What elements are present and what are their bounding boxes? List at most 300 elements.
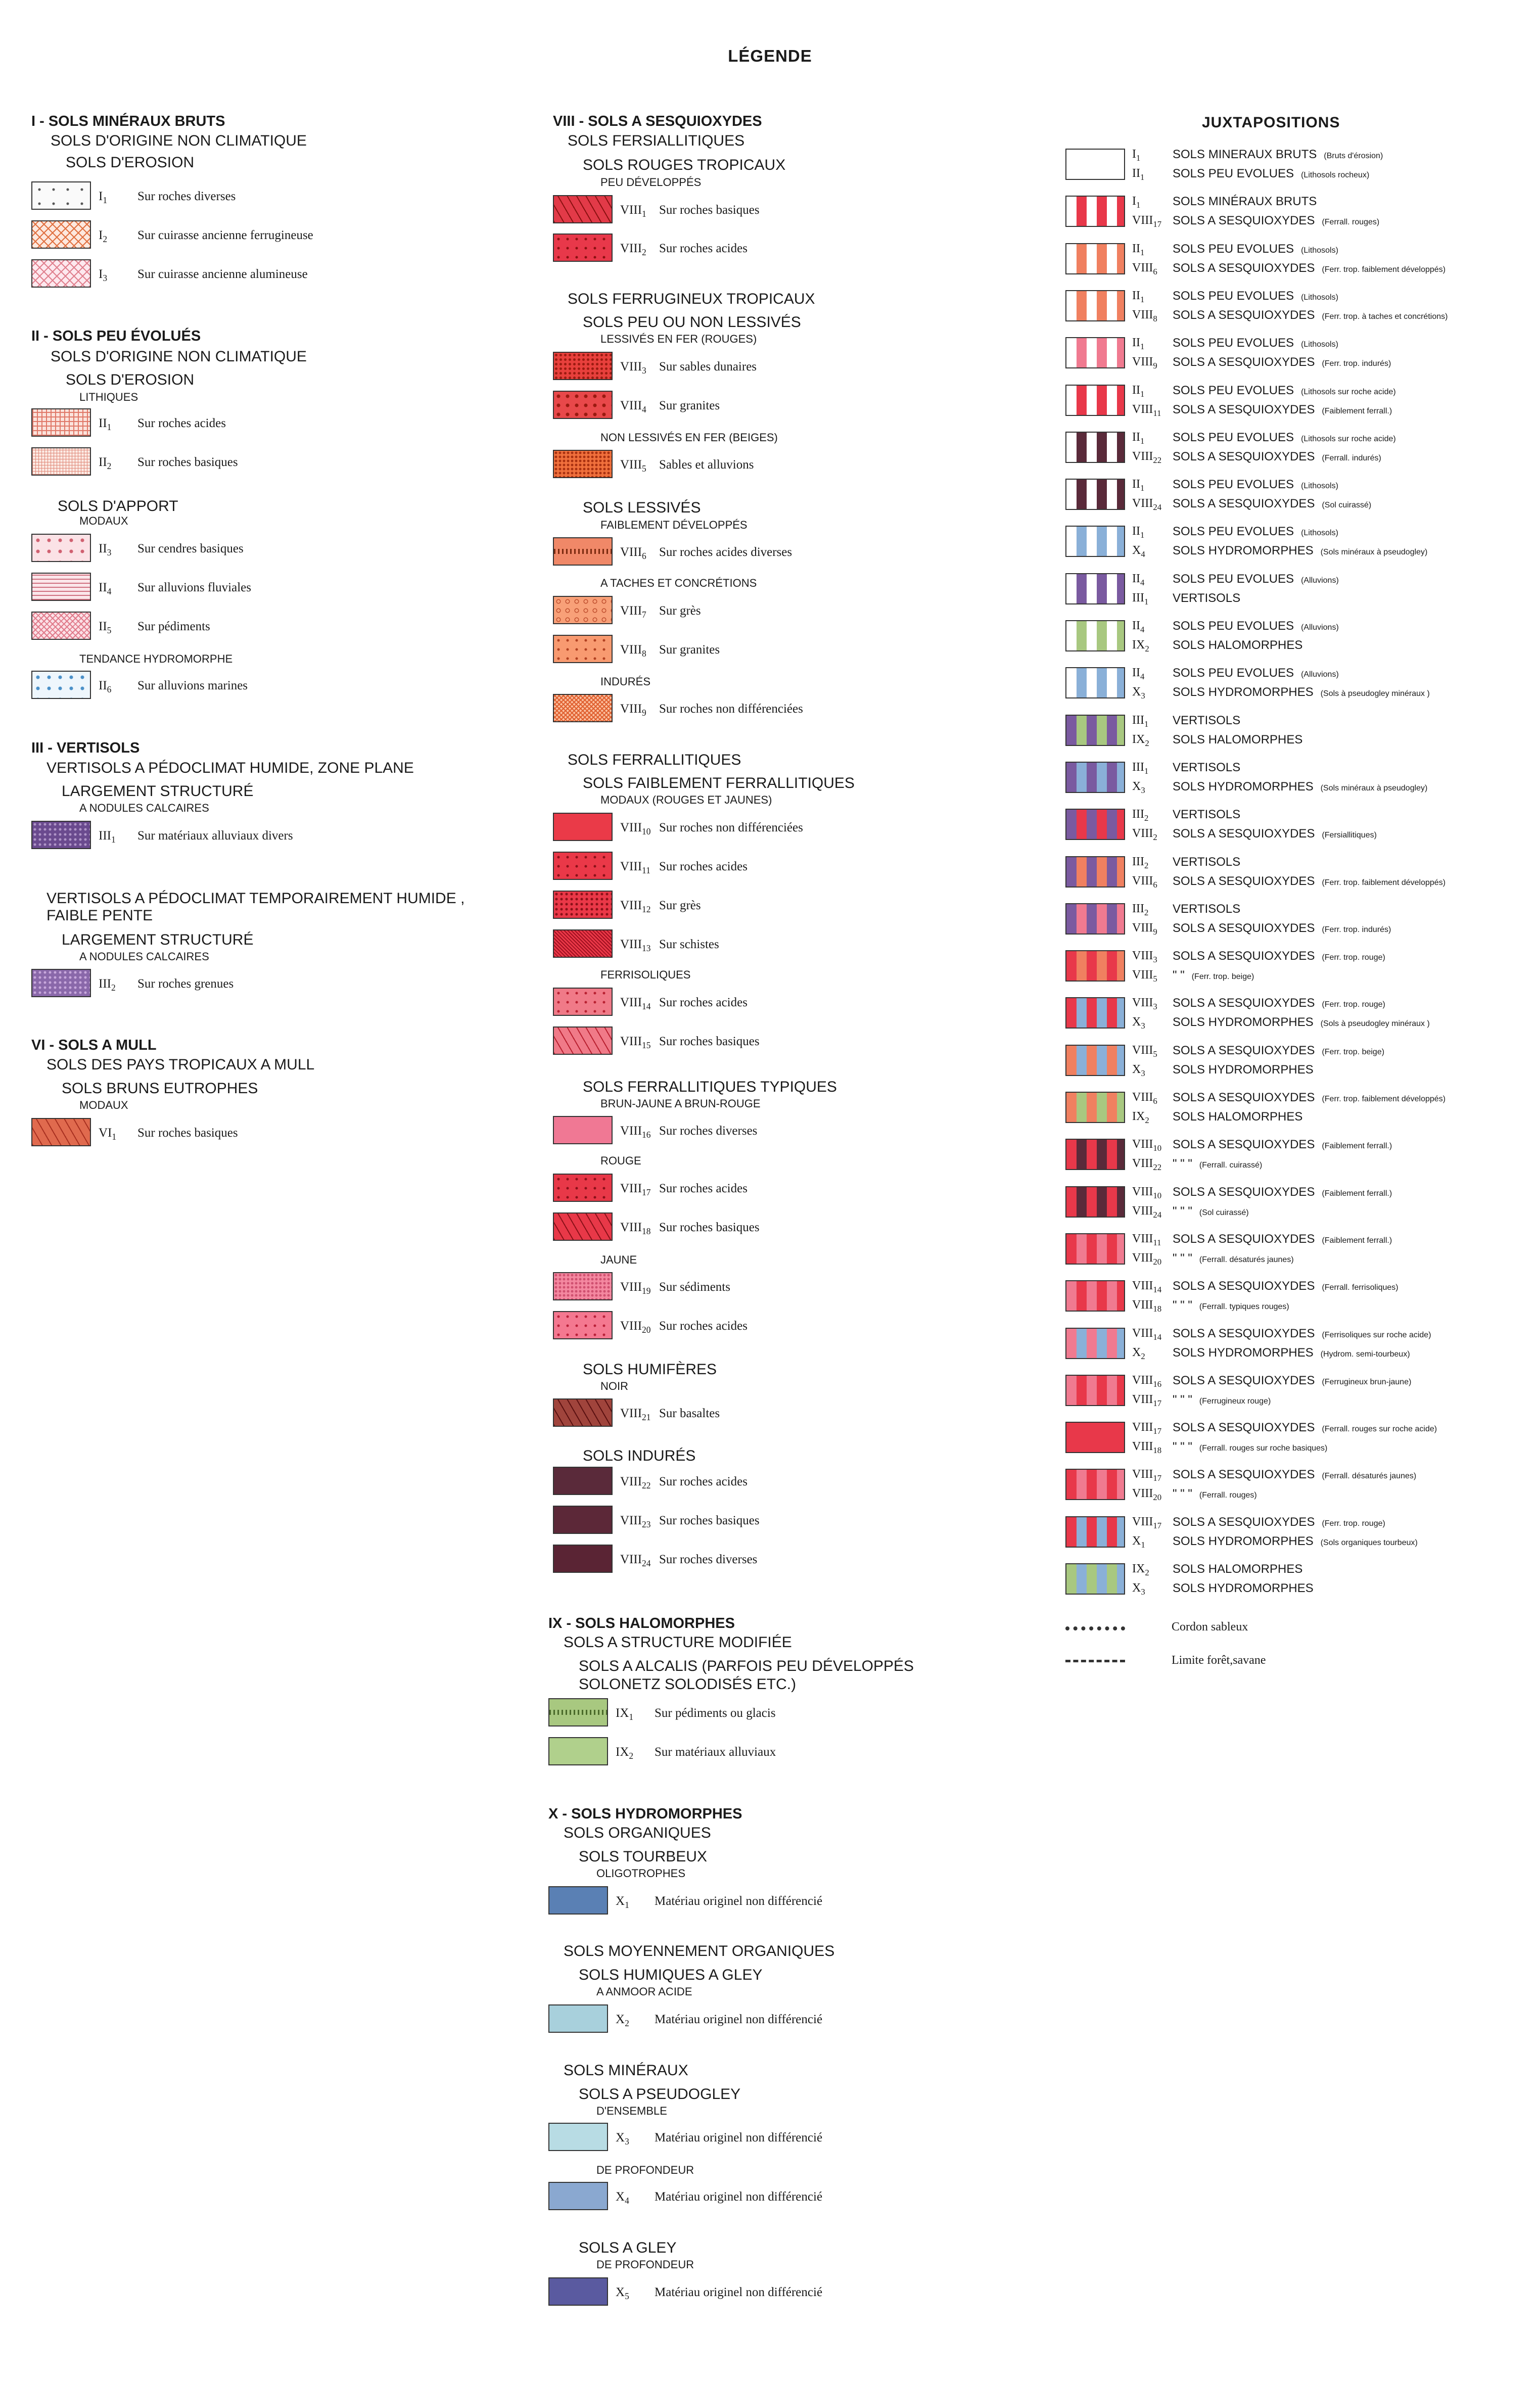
- juxtaposition-swatch: [1065, 1186, 1125, 1218]
- legend-description: Sables et alluvions: [659, 458, 754, 472]
- juxtaposition-code: $VIII_{10}$: [1132, 1185, 1162, 1200]
- legend-subheading: SOLS A STRUCTURE MODIFIÉE: [564, 1634, 792, 1651]
- juxtaposition-label: SOLS PEU EVOLUES (Lithosols sur roche acide): [1173, 430, 1396, 444]
- legend-code: $VI_1$: [99, 1126, 117, 1142]
- juxtaposition-label: " " (Ferr. trop. beige): [1173, 968, 1254, 983]
- legend-code: $VIII_5$: [620, 458, 646, 474]
- legend-code: $VIII_{17}$: [620, 1182, 651, 1197]
- legend-item: [553, 1506, 1008, 1535]
- juxtaposition-item: [1065, 1137, 1530, 1172]
- juxtaposition-label: SOLS A SESQUIOXYDES (Ferr. trop. rouge): [1173, 1515, 1385, 1529]
- legend-swatch: [553, 1026, 613, 1055]
- legend-description: Sur sables dunaires: [659, 360, 757, 374]
- legend-swatch: [553, 391, 613, 419]
- legend-description: Sur roches acides: [659, 1319, 748, 1333]
- legend-subheading: VERTISOLS A PÉDOCLIMAT TEMPORAIREMENT HUMIDE ,: [46, 890, 465, 907]
- juxtaposition-label: SOLS HALOMORPHES: [1173, 732, 1303, 746]
- legend-subheading: TENDANCE HYDROMORPHE: [79, 652, 233, 665]
- section-heading: I - SOLS MINÉRAUX BRUTS: [31, 113, 225, 129]
- juxtaposition-code: $III_2$: [1132, 902, 1149, 917]
- juxtaposition-code: $VIII_{11}$: [1132, 1232, 1161, 1247]
- legend-item: [553, 929, 1008, 959]
- legend-code: $II_5$: [99, 620, 112, 635]
- legend-code: $VIII_{21}$: [620, 1407, 651, 1422]
- juxtaposition-item: [1065, 713, 1530, 748]
- legend-item: [553, 813, 1008, 842]
- legend-code: $I_2$: [99, 228, 108, 244]
- legend-code: $VIII_3$: [620, 360, 646, 376]
- legend-item: [553, 1311, 1008, 1340]
- juxtaposition-code: $VIII_{16}$: [1132, 1373, 1162, 1389]
- legend-code: $I_3$: [99, 267, 108, 283]
- juxtaposition-label: SOLS HYDROMORPHES (Sols à pseudogley minéraux ): [1173, 1015, 1430, 1030]
- legend-code: $X_4$: [616, 2190, 629, 2206]
- legend-item: [553, 537, 1008, 567]
- juxtaposition-code: $VIII_{18}$: [1132, 1440, 1162, 1455]
- legend-item: [553, 234, 1008, 263]
- legend-swatch: [548, 1698, 608, 1726]
- juxtaposition-code: $X_2$: [1132, 1345, 1145, 1361]
- legend-swatch: [553, 929, 613, 958]
- legend-code: $II_1$: [99, 416, 112, 432]
- legend-description: Sur roches acides: [659, 996, 748, 1009]
- legend-code: $II_3$: [99, 542, 112, 557]
- legend-code: $VIII_8$: [620, 643, 646, 659]
- legend-description: Sur roches acides: [137, 416, 226, 430]
- legend-subheading: SOLS PEU OU NON LESSIVÉS: [583, 314, 801, 331]
- juxtaposition-code: $VIII_{24}$: [1132, 497, 1162, 512]
- legend-item: [553, 352, 1008, 381]
- juxtaposition-label: SOLS A SESQUIOXYDES (Faiblement ferrall.): [1173, 402, 1392, 416]
- juxtaposition-label: SOLS MINERAUX BRUTS (Bruts d'érosion): [1173, 148, 1383, 161]
- legend-swatch: [31, 220, 91, 249]
- legend-swatch: [31, 259, 91, 288]
- legend-code: $III_2$: [99, 977, 116, 993]
- juxtaposition-code: $VIII_9$: [1132, 355, 1157, 370]
- legend-subheading: BRUN-JAUNE A BRUN-ROUGE: [600, 1097, 761, 1110]
- juxtaposition-code: $VIII_{20}$: [1132, 1487, 1162, 1503]
- legend-code: $II_2$: [99, 455, 112, 471]
- juxtaposition-code: $VIII_{22}$: [1132, 449, 1162, 465]
- juxtaposition-label: SOLS PEU EVOLUES (Lithosols sur roche acide): [1173, 383, 1396, 397]
- juxtaposition-label: SOLS A SESQUIOXYDES (Ferrall. désaturés jaunes): [1173, 1468, 1417, 1482]
- legend-swatch: [553, 596, 613, 624]
- juxtaposition-item: [1065, 147, 1530, 182]
- juxtaposition-code: $IX_2$: [1132, 1562, 1149, 1577]
- legend-item: [553, 1545, 1008, 1574]
- juxtaposition-swatch: [1065, 1328, 1125, 1359]
- juxtaposition-label: SOLS HYDROMORPHES (Sols à pseudogley minéraux ): [1173, 685, 1430, 699]
- legend-subheading: SOLS ROUGES TROPICAUX: [583, 157, 786, 173]
- legend-description: Sur basaltes: [659, 1407, 720, 1420]
- juxtaposition-label: VERTISOLS: [1173, 855, 1241, 869]
- juxtaposition-label: SOLS PEU EVOLUES (Lithosols): [1173, 289, 1338, 303]
- legend-item: [553, 1116, 1008, 1145]
- juxtaposition-code: $X_1$: [1132, 1534, 1145, 1550]
- juxtaposition-code: $II_4$: [1132, 572, 1145, 587]
- juxtaposition-label: " " " (Ferrall. désaturés jaunes): [1173, 1251, 1294, 1265]
- legend-subheading: SOLS TOURBEUX: [579, 1848, 707, 1865]
- juxtaposition-code: $I_1$: [1132, 148, 1141, 163]
- juxtaposition-item: [1065, 1514, 1530, 1550]
- legend-description: Sur roches acides diverses: [659, 545, 792, 559]
- legend-description: Sur roches diverses: [659, 1124, 758, 1138]
- legend-description: Sur pédiments ou glacis: [655, 1706, 776, 1720]
- legend-description: Sur roches basiques: [659, 1221, 760, 1234]
- legend-subheading: SOLS HUMIFÈRES: [583, 1361, 717, 1378]
- juxtaposition-code: $IX_2$: [1132, 732, 1149, 748]
- juxtaposition-label: " " " (Ferrall. rouges): [1173, 1487, 1257, 1501]
- legend-code: $IX_1$: [616, 1706, 634, 1722]
- legend-item: [553, 1467, 1008, 1496]
- legend-description: Sur roches acides: [659, 1475, 748, 1488]
- legend-item: [548, 2182, 1003, 2211]
- legend-swatch: [553, 1174, 613, 1202]
- juxtaposition-label: " " " (Ferrall. rouges sur roche basiques): [1173, 1440, 1328, 1454]
- juxtaposition-swatch: [1065, 997, 1125, 1029]
- juxtaposition-label: SOLS HYDROMORPHES: [1173, 1062, 1314, 1077]
- legend-code: $VIII_{13}$: [620, 938, 651, 953]
- legend-code: $VIII_{14}$: [620, 996, 651, 1011]
- section-heading: II - SOLS PEU ÉVOLUÉS: [31, 328, 201, 344]
- section-heading: IX - SOLS HALOMORPHES: [548, 1615, 735, 1631]
- section-heading: X - SOLS HYDROMORPHES: [548, 1806, 742, 1822]
- legend-subheading: SOLONETZ SOLODISÉS ETC.): [579, 1676, 797, 1693]
- legend-subheading: FAIBLE PENTE: [46, 907, 153, 924]
- legend-description: Sur roches basiques: [659, 1514, 760, 1527]
- juxtaposition-swatch: [1065, 1516, 1125, 1548]
- juxtaposition-label: SOLS A SESQUIOXYDES (Ferrugineux brun-jaune): [1173, 1373, 1412, 1387]
- legend-description: Sur grès: [659, 899, 701, 912]
- legend-swatch: [553, 1545, 613, 1573]
- legend-description: Sur roches basiques: [137, 1126, 238, 1140]
- legend-description: Matériau originel non différencié: [655, 2285, 823, 2299]
- legend-subheading: NON LESSIVÉS EN FER (BEIGES): [600, 431, 778, 444]
- legend-description: Sur roches basiques: [137, 455, 238, 469]
- legend-code: $VIII_7$: [620, 604, 646, 620]
- legend-code: $VIII_{15}$: [620, 1035, 651, 1050]
- legend-subheading: DE PROFONDEUR: [596, 2164, 694, 2176]
- legend-code: $X_3$: [616, 2131, 629, 2146]
- legend-description: Sur cuirasse ancienne ferrugineuse: [137, 228, 313, 242]
- juxtaposition-code: $VIII_{18}$: [1132, 1298, 1162, 1314]
- juxtaposition-code: $II_1$: [1132, 478, 1145, 493]
- legend-item: [553, 596, 1008, 625]
- legend-item: [31, 573, 486, 602]
- juxtaposition-code: $II_1$: [1132, 525, 1145, 540]
- juxtaposition-label: SOLS A SESQUIOXYDES (Ferr. trop. indurés): [1173, 355, 1391, 369]
- legend-subheading: LESSIVÉS EN FER (ROUGES): [600, 333, 757, 345]
- legend-description: Matériau originel non différencié: [655, 2131, 823, 2144]
- legend-code: $VIII_{19}$: [620, 1280, 651, 1296]
- juxtapositions-title: JUXTAPOSITIONS: [1202, 114, 1340, 131]
- juxtaposition-item: [1065, 477, 1530, 512]
- legend-item: [553, 852, 1008, 881]
- juxtaposition-code: $X_3$: [1132, 779, 1145, 795]
- legend-subheading: SOLS FERRALLITIQUES: [568, 752, 741, 768]
- legend-subheading: SOLS A GLEY: [579, 2239, 677, 2256]
- legend-description: Sur roches basiques: [659, 1035, 760, 1048]
- legend-description: Sur cendres basiques: [137, 542, 244, 555]
- legend-subheading: DE PROFONDEUR: [596, 2258, 694, 2271]
- juxtaposition-code: $VIII_{17}$: [1132, 1468, 1162, 1483]
- juxtaposition-code: $VIII_{17}$: [1132, 1392, 1162, 1408]
- juxtaposition-label: SOLS MINÉRAUX BRUTS: [1173, 195, 1317, 209]
- legend-swatch: [31, 969, 91, 997]
- juxtaposition-swatch: [1065, 196, 1125, 227]
- legend-item: [553, 1174, 1008, 1203]
- juxtaposition-swatch: [1065, 667, 1125, 698]
- juxtaposition-code: $VIII_{11}$: [1132, 402, 1161, 418]
- legend-swatch: [553, 1311, 613, 1339]
- legend-item: [553, 1398, 1008, 1428]
- legend-swatch: [31, 181, 91, 210]
- legend-swatch: [553, 1467, 613, 1495]
- juxtaposition-code: $X_3$: [1132, 1062, 1145, 1078]
- juxtaposition-code: $III_1$: [1132, 760, 1149, 776]
- legend-swatch: [31, 821, 91, 849]
- juxtaposition-label: SOLS A SESQUIOXYDES (Ferr. trop. rouge): [1173, 949, 1385, 963]
- legend-swatch: [548, 2004, 608, 2033]
- legend-subheading: FERRISOLIQUES: [600, 968, 691, 981]
- juxtaposition-item: [1065, 901, 1530, 937]
- legend-item: [548, 2277, 1003, 2307]
- legend-description: Sur roches acides: [659, 1182, 748, 1195]
- legend-subheading: A NODULES CALCAIRES: [79, 950, 209, 963]
- juxtaposition-code: $IX_2$: [1132, 638, 1149, 653]
- juxtaposition-item: [1065, 618, 1530, 653]
- legend-description: Sur cuirasse ancienne alumineuse: [137, 267, 308, 281]
- juxtaposition-code: $VIII_{14}$: [1132, 1326, 1162, 1342]
- legend-subheading: A ANMOOR ACIDE: [596, 1985, 692, 1998]
- legend-subheading: SOLS D'ORIGINE NON CLIMATIQUE: [51, 348, 307, 365]
- legend-swatch: [548, 2123, 608, 2151]
- juxtaposition-item: [1065, 1184, 1530, 1220]
- legend-description: Sur granites: [659, 643, 720, 657]
- juxtaposition-swatch: [1065, 620, 1125, 651]
- legend-code: $VIII_1$: [620, 203, 646, 219]
- juxtaposition-swatch: [1065, 149, 1125, 180]
- juxtaposition-label: SOLS A SESQUIOXYDES (Fersiallitiques): [1173, 827, 1377, 841]
- legend-swatch: [553, 195, 613, 223]
- juxtaposition-label: VERTISOLS: [1173, 760, 1241, 774]
- legend-description: Sur roches grenues: [137, 977, 234, 991]
- section-heading: VIII - SOLS A SESQUIOXYDES: [553, 113, 762, 129]
- cordon-sableux: Cordon sableux: [1065, 1618, 1520, 1639]
- juxtaposition-swatch: [1065, 526, 1125, 557]
- juxtaposition-swatch: [1065, 762, 1125, 793]
- legend-description: Sur roches non différenciées: [659, 821, 803, 834]
- legend-item: [31, 408, 486, 438]
- juxtaposition-code: $VIII_8$: [1132, 308, 1157, 323]
- juxtaposition-code: $III_2$: [1132, 808, 1149, 823]
- legend-subheading: D'ENSEMBLE: [596, 2105, 667, 2117]
- legend-item: [553, 988, 1008, 1017]
- legend-description: Sur grès: [659, 604, 701, 618]
- legend-item: [553, 1272, 1008, 1301]
- section-heading: VI - SOLS A MULL: [31, 1037, 157, 1053]
- legend-subheading: OLIGOTROPHES: [596, 1867, 686, 1880]
- juxtaposition-item: [1065, 524, 1530, 559]
- juxtaposition-swatch: [1065, 573, 1125, 604]
- legend-item: [31, 447, 486, 477]
- juxtaposition-label: SOLS A SESQUIOXYDES (Ferr. trop. faiblement développés): [1173, 874, 1446, 888]
- juxtaposition-swatch: [1065, 950, 1125, 982]
- juxtaposition-item: [1065, 1420, 1530, 1455]
- juxtaposition-item: [1065, 241, 1530, 276]
- legend-swatch: [31, 671, 91, 699]
- legend-item: [553, 391, 1008, 420]
- juxtaposition-swatch: [1065, 856, 1125, 888]
- legend-description: Sur pédiments: [137, 620, 210, 633]
- juxtaposition-swatch: [1065, 1092, 1125, 1123]
- juxtaposition-label: SOLS A SESQUIOXYDES (Ferr. trop. beige): [1173, 1043, 1385, 1057]
- juxtaposition-swatch: [1065, 903, 1125, 935]
- juxtaposition-code: $II_4$: [1132, 666, 1145, 682]
- legend-item: [31, 220, 486, 250]
- juxtaposition-label: " " " (Ferrall. typiques rouges): [1173, 1298, 1289, 1313]
- juxtaposition-swatch: [1065, 1469, 1125, 1500]
- juxtaposition-swatch: [1065, 1422, 1125, 1453]
- legend-item: [31, 969, 486, 998]
- legend-swatch: [548, 2182, 608, 2210]
- juxtaposition-code: $X_3$: [1132, 1581, 1145, 1597]
- juxtaposition-label: SOLS A SESQUIOXYDES (Ferrall. indurés): [1173, 449, 1381, 463]
- juxtaposition-swatch: [1065, 479, 1125, 510]
- legend-subheading: LITHIQUES: [79, 391, 138, 403]
- legend-code: $VIII_{22}$: [620, 1475, 651, 1490]
- legend-swatch: [553, 1272, 613, 1300]
- legend-item: [553, 694, 1008, 723]
- legend-description: Sur roches acides: [659, 860, 748, 873]
- legend-description: Sur alluvions fluviales: [137, 581, 251, 594]
- legend-code: $X_1$: [616, 1894, 629, 1910]
- juxtaposition-label: SOLS PEU EVOLUES (Alluvions): [1173, 666, 1339, 680]
- legend-item: [548, 1886, 1003, 1916]
- juxtaposition-label: " " " (Ferrugineux rouge): [1173, 1392, 1271, 1407]
- juxtaposition-item: [1065, 1090, 1530, 1125]
- legend-subheading: LARGEMENT STRUCTURÉ: [62, 931, 254, 948]
- legend-subheading: MODAUX: [79, 1099, 128, 1111]
- juxtaposition-swatch: [1065, 290, 1125, 321]
- legend-subheading: MODAUX: [79, 515, 128, 527]
- juxtaposition-label: " " " (Sol cuirassé): [1173, 1204, 1249, 1218]
- juxtaposition-label: SOLS HALOMORPHES: [1173, 1562, 1303, 1576]
- juxtaposition-code: $III_2$: [1132, 855, 1149, 870]
- legend-item: [31, 1118, 486, 1147]
- legend-swatch: [31, 573, 91, 601]
- legend-code: $VIII_{20}$: [620, 1319, 651, 1335]
- legend-swatch: [553, 537, 613, 566]
- juxtaposition-code: $II_1$: [1132, 242, 1145, 257]
- legend-description: Matériau originel non différencié: [655, 1894, 823, 1908]
- legend-item: [31, 612, 486, 641]
- juxtaposition-code: $X_3$: [1132, 685, 1145, 701]
- legend-swatch: [553, 635, 613, 663]
- section-heading: III - VERTISOLS: [31, 740, 140, 756]
- legend-code: $VIII_{10}$: [620, 821, 651, 836]
- juxtaposition-item: [1065, 430, 1530, 465]
- legend-subheading: SOLS LESSIVÉS: [583, 499, 701, 516]
- legend-swatch: [553, 988, 613, 1016]
- legend-item: [548, 1737, 1003, 1766]
- juxtaposition-label: SOLS HYDROMORPHES: [1173, 1581, 1314, 1595]
- juxtaposition-label: SOLS PEU EVOLUES (Alluvions): [1173, 572, 1339, 586]
- legend-subheading: SOLS D'APPORT: [58, 498, 178, 515]
- juxtaposition-label: SOLS HYDROMORPHES (Sols minéraux à pseudogley): [1173, 779, 1428, 793]
- legend-description: Sur matériaux alluviaux divers: [137, 829, 293, 843]
- juxtaposition-swatch: [1065, 715, 1125, 746]
- legend-subheading: SOLS MINÉRAUX: [564, 2062, 688, 2079]
- juxtaposition-label: SOLS A SESQUIOXYDES (Ferr. trop. rouge): [1173, 996, 1385, 1010]
- juxtaposition-code: $IX_2$: [1132, 1110, 1149, 1125]
- legend-description: Sur roches basiques: [659, 203, 760, 217]
- juxtaposition-item: [1065, 807, 1530, 842]
- juxtaposition-swatch: [1065, 1280, 1125, 1312]
- legend-description: Sur schistes: [659, 938, 719, 951]
- juxtaposition-item: [1065, 571, 1530, 606]
- juxtaposition-code: $VIII_3$: [1132, 949, 1157, 964]
- legend-code: $III_1$: [99, 829, 116, 845]
- juxtaposition-label: SOLS A SESQUIOXYDES (Ferrisoliques sur roche acide): [1173, 1326, 1431, 1340]
- juxtaposition-item: [1065, 194, 1530, 229]
- legend-swatch: [553, 1212, 613, 1241]
- legend-description: Sur roches non différenciées: [659, 702, 803, 716]
- juxtaposition-code: $VIII_9$: [1132, 921, 1157, 937]
- juxtaposition-code: $II_1$: [1132, 167, 1145, 182]
- juxtaposition-swatch: [1065, 809, 1125, 840]
- juxtaposition-label: SOLS A SESQUIOXYDES (Faiblement ferrall.): [1173, 1185, 1392, 1199]
- juxtaposition-swatch: [1065, 432, 1125, 463]
- juxtaposition-item: [1065, 665, 1530, 701]
- juxtaposition-label: SOLS PEU EVOLUES (Lithosols): [1173, 525, 1338, 539]
- juxtaposition-label: SOLS PEU EVOLUES (Lithosols): [1173, 242, 1338, 256]
- legend-subheading: SOLS MOYENNEMENT ORGANIQUES: [564, 1943, 835, 1959]
- juxtaposition-item: [1065, 383, 1530, 418]
- juxtaposition-code: $VIII_{14}$: [1132, 1279, 1162, 1294]
- juxtaposition-swatch: [1065, 1139, 1125, 1170]
- legend-swatch: [553, 852, 613, 880]
- legend-description: Sur sédiments: [659, 1280, 730, 1294]
- juxtaposition-code: $VIII_{22}$: [1132, 1157, 1162, 1173]
- legend-code: $I_1$: [99, 190, 108, 205]
- legend-item: [31, 259, 486, 289]
- juxtaposition-label: SOLS A SESQUIOXYDES (Ferrall. rouges sur roche acide): [1173, 1421, 1437, 1435]
- legend-description: Sur roches acides: [659, 242, 748, 255]
- juxtaposition-code: $VIII_6$: [1132, 1091, 1157, 1106]
- juxtaposition-code: $X_3$: [1132, 1015, 1145, 1031]
- juxtaposition-item: [1065, 1373, 1530, 1408]
- juxtaposition-code: $II_1$: [1132, 383, 1145, 399]
- juxtaposition-code: $VIII_5$: [1132, 968, 1157, 984]
- juxtaposition-swatch: [1065, 1045, 1125, 1076]
- legend-code: $VIII_6$: [620, 545, 646, 561]
- legend-subheading: ROUGE: [600, 1154, 641, 1167]
- juxtaposition-code: $III_1$: [1132, 591, 1149, 606]
- juxtaposition-swatch: [1065, 1563, 1125, 1595]
- legend-swatch: [31, 447, 91, 476]
- legend-subheading: VERTISOLS A PÉDOCLIMAT HUMIDE, ZONE PLANE: [46, 760, 414, 776]
- legend-subheading: PEU DÉVELOPPÉS: [600, 176, 702, 189]
- legend-code: $VIII_{23}$: [620, 1514, 651, 1529]
- juxtaposition-label: SOLS HYDROMORPHES (Sols organiques tourbeux): [1173, 1534, 1418, 1548]
- legend-swatch: [31, 408, 91, 437]
- legend-subheading: JAUNE: [600, 1253, 637, 1266]
- legend-code: $VIII_4$: [620, 399, 646, 414]
- legend-swatch: [31, 612, 91, 640]
- juxtaposition-code: $VIII_2$: [1132, 827, 1157, 842]
- legend-swatch: [548, 2277, 608, 2306]
